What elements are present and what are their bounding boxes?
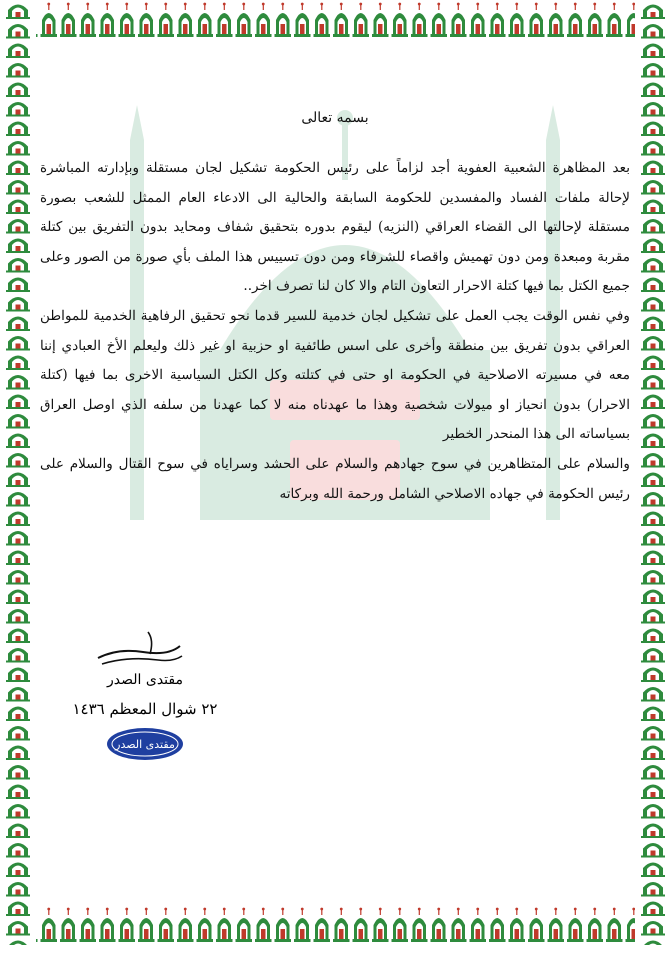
signer-name: مقتدى الصدر bbox=[107, 672, 183, 688]
paragraph: بعد المظاهرة الشعبية العفوية أجد لزاماً على رئيس الحكومة تشكيل لجان مستقلة وبإدارته المباشرة لإحالة ملفات الفساد والمفسدين للحكومة السابقة والحالية الى الادعاء العام الممثل للشعب بصورة مستقلة لإحالتها الى القضاء العراقي (النزيه) ليقوم بدوره بتحقيق شفاف ومحايد بدون التفريق بين كتلة مقربة ومبعدة ومن دون تهميش واقصاء للشرفاء ومن دون تسييس هذا الملف بأي صورة من الصور وعلى جميع الكتل بما فيها كتلة الاحرار التعاون التام والا كان لنا تصرف اخر.. bbox=[40, 160, 630, 295]
border-left bbox=[0, 0, 36, 945]
signature-block bbox=[60, 620, 230, 770]
letter-date: ٢٢ شوال المعظم ١٤٣٦ bbox=[72, 700, 218, 718]
handwritten-signature bbox=[88, 620, 188, 680]
letter-body bbox=[40, 154, 630, 509]
border-bottom bbox=[0, 905, 671, 945]
basmala-heading: بسمه تعالى bbox=[301, 110, 369, 126]
paragraph: وفي نفس الوقت يجب العمل على تشكيل لجان خدمية للسير قدما نحو تحقيق الرفاهية الخدمية للمواطن العراقي بدون تفريق بين منطقة وأخرى على اسس طائفية او حزبية او غير ذلك وليعلم الأخ العبادي إننا معه في مسيرته الاصلاحية في الحكومة او حتى في كتلته وكل الكتل السياسية الاخرى بما فيها (كتلة الاحرار) بدون انحياز او ميولات شخصية وهذا ما عهدناه منه لا كما عهدنا من سلفه الذي اوصل العراق بسياساته الى هذا المنحدر الخطير bbox=[40, 307, 630, 443]
paragraph: والسلام على المتظاهرين في سوح جهادهم والسلام على الحشد وسراياه في سوح القتال والسلام على رئيس الحكومة في جهاده الاصلاحي الشامل ورحمة الله وبركاته bbox=[40, 455, 630, 502]
border-top bbox=[0, 0, 671, 40]
seal-text: مقتدى الصدر bbox=[115, 738, 175, 751]
office-seal-stamp bbox=[105, 726, 185, 762]
letter-content bbox=[40, 110, 630, 509]
border-right bbox=[635, 0, 671, 945]
